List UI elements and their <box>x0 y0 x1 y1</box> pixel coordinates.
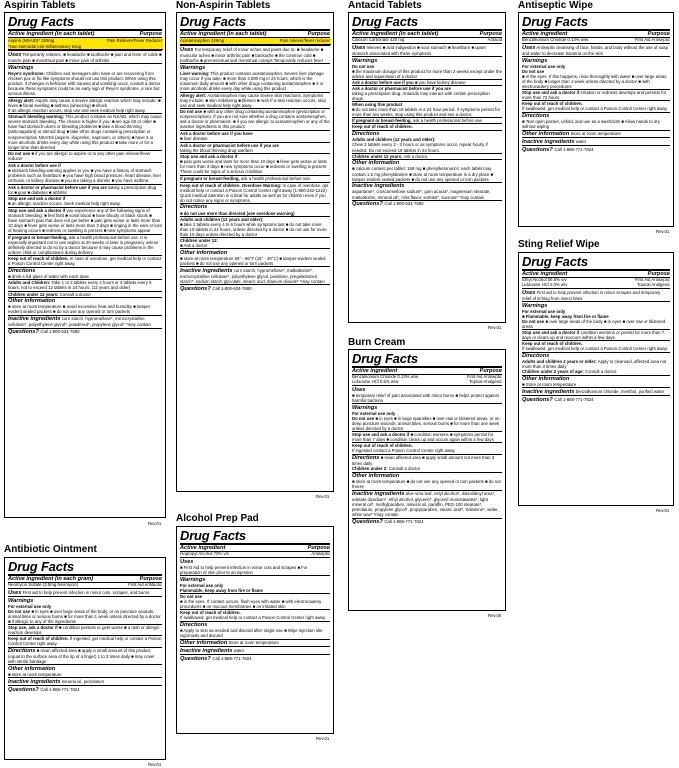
warnings-section: Warnings For external use only Flammable, keep away from fire or flame Do not use ■ in the eyes. If contact occurs, flush eyes with water ■ with electrocautery procedures ■ on mucous membranes ■ on irritated skin Keep out of reach of children. If swallowed, get medical help or contact a Poison Control Center right away. <box>180 575 330 620</box>
antibiotic-drug-facts-panel <box>4 557 166 760</box>
other-info-section: Other information ■ Store at room temperature <box>522 375 670 388</box>
active-ingredient-header: Active ingredient Purpose <box>522 271 670 277</box>
uses-section: Uses First aid to help prevent infection in minor cuts, scrapes, and burns <box>8 588 162 596</box>
drug-facts-heading: Drug Facts <box>180 529 330 545</box>
active-ingredient-row: Isopropyl Alcohol 70% v/v Antiseptic <box>180 551 330 557</box>
other-info-section: Other information ■ store at room temperature ■ avoid excessive heat and humidity ■ tamper evident sealed packets ■ do not use any opened or torn packets <box>8 297 162 315</box>
active-ingredient-header: Active ingredient (in each gram) Purpose <box>8 576 162 582</box>
active-ingredient-header: Active ingredient Purpose <box>522 31 670 37</box>
other-info-section: Other information Store at room temperature <box>522 130 670 138</box>
questions-line: Questions? Call 1-888-771-7824 <box>522 145 670 153</box>
drug-facts-heading: Drug Facts <box>8 560 162 576</box>
warnings-section: Warnings Do not use ■ the maximum dosage of this product for more than 2 weeks except under the advice and supervision of a doctor Ask a doctor before use if you ■ you have kidney disease Ask a doctor or pharmacist before use if you are taking a prescription drug. Antacids may interact with certain prescription drugs. When using this product ■ do not take more than 19 tablets in a 24 hour period. If symptoms persist for more than two weeks, stop using this product and see a doctor. If pregnant or breast-feeding, ask a health professional before use. Keep out of reach of children. <box>352 57 502 130</box>
drug-facts-heading: Drug Facts <box>180 15 330 31</box>
inactive-section: Inactive ingredients corn starch, hypromellose*, maltodextrin*, microcrystalline cellulose*, polyethylene glycol, povidone, pregelatinized starch*, sodium starch glycolate, stearic acid, titanium dioxide* *may contain <box>180 266 330 284</box>
directions-section: Directions ■ drink a full glass of water with each dose Adults and Children: Take 1 or 2 tablets every 4 hours or 3 tablets every 6 hours, not to exceed 12 tablets in 24 hours. (12 years and older) Children under 12 years: Consult a doctor <box>8 267 162 297</box>
antacid-drug-facts-panel <box>348 12 506 323</box>
antibiotic-title: Antibiotic Ointment <box>4 544 97 555</box>
uses-section: Uses Antiseptic cleansing of face, hands, and body without the use of soap and water to decrease bacteria on the skin <box>522 43 670 56</box>
uses-section: Uses First aid to help prevent infection in minor scrapes and temporary relief of itching from insect bites. <box>522 288 670 301</box>
sting-drug-facts-panel <box>518 252 674 506</box>
other-info-section: Other information Store at room temperature <box>180 639 330 647</box>
uses-section: Uses For temporary relief of minor aches and pains due to: ■ headache ■ muscular aches ■ minor arthritic pain ■ backache ■ the common cold ■ toothache ■ premenstrual and menstrual cramps Temporarily reduces fever <box>180 45 330 63</box>
warnings-section: Warnings For external use only ■ Flammable, keep away from fire or flame Do not use ■ over large areas of the body ■ in eyes ■ over raw or blistered areas Stop use and ask a doctor if condition worsens or persist for more than 7 days or clears up and reoccurs within a few days. Keep out of reach of children. If swallowed, get medical help or contact a Poison Control Center right away. <box>522 301 670 351</box>
questions-line: Questions? Call 1-800-634-7680 <box>352 200 502 208</box>
burn-rev: Rev.00 <box>488 613 502 618</box>
directions-section: Directions ■ clean affected area ■ apply a small amount of this product (equal to the surface area of the tip of a finger) 1 to 3 times daily ■ may cover with sterile bandage <box>8 647 162 665</box>
antiseptic-rev: Rev.01 <box>656 229 670 234</box>
inactive-section: Inactive ingredients mineral oil, petrolatum <box>8 677 162 685</box>
active-ingredient-row: Neomycin Sulfate (3.5mg Neomycin) First Aid Antibiotic <box>8 582 162 588</box>
antacid-title: Antacid Tablets <box>348 0 422 11</box>
antiseptic-title: Antiseptic Wipe <box>518 0 593 11</box>
alcohol-rev: Rev.01 <box>316 736 330 741</box>
inactive-section: Inactive ingredients corn starch, hypromellose*, microcrystalline cellulose*, polyethylene glycol*, powdered*, propylene glycol* *may contain <box>8 315 162 328</box>
directions-section: Directions ■ Tear open packet, unfold, and use as a washcloth ■ Allow hands to dry without wiping <box>522 112 670 130</box>
burn-drug-facts-panel <box>348 349 506 611</box>
warnings-section: Warnings For external use only Do not use ■ in the eyes. If this happens, rinse thoroughly with water ■ over large areas of the body ■ longer than 1 week unless directed by a doctor ■ with electrocautery procedures Stop use and ask a doctor if irritation or redness develops and persists for more than 72 hours Keep out of reach of children. If swallowed, get medical help or contact a Poison Control Center right away <box>522 56 670 111</box>
aspirin-rev: Rev.01 <box>148 521 162 526</box>
questions-line: Questions? Call 1-800-634-7680 <box>8 328 162 336</box>
active-ingredient-row-1: Ethyl Alcohol 56.6% v/v First Aid Antiseptic <box>522 277 670 283</box>
uses-section: Uses relieves ■ acid indigestion ■ sour stomach ■ heartburn ■ upset stomach associated with these symptoms <box>352 43 502 56</box>
directions-section: Directions ■ Apply to skin as needed and discard after single use ■ Wipe injection site vigorously and discard <box>180 621 330 639</box>
antibiotic-rev: Rev.01 <box>148 762 162 767</box>
burn-title: Burn Cream <box>348 337 406 348</box>
questions-line: Questions? Call 1-888-771-7824 <box>522 395 670 403</box>
active-ingredient-row-1: Benzalkonium Chloride 0.13% w/w First Aid Antiseptic <box>352 374 502 380</box>
inactive-section: Inactive ingredients water <box>522 137 670 145</box>
aspirin-title: Aspirin Tablets <box>4 0 76 11</box>
antiseptic-drug-facts-panel <box>518 12 674 227</box>
inactive-section: Inactive ingredients water <box>180 646 330 654</box>
active-ingredient-row: Benzalkonium Chloride 0.13% w/w First Aid Antiseptic <box>522 37 670 43</box>
active-ingredient-highlight: Acetaminophen 325mg Pain reliever/fever reducer <box>180 38 331 45</box>
sting-rev: Rev.01 <box>656 508 670 513</box>
uses-section: Uses Temporarily relieves: ■ headache ■ toothache ■ pain and fever of colds ■ muscle pain ■ menstrual pain ■ minor pain of arthritis <box>8 51 162 63</box>
drug-facts-heading: Drug Facts <box>8 15 162 31</box>
active-ingredient-highlight: Aspirin (NSAID)* 325mg Pain Reliever/Fever Reducer *Non-Steroidal Anti-Inflammatory Drug <box>8 37 162 49</box>
warnings-section: Warnings Reye's syndrome: Children and teenagers who have or are recovering from chicken pox or flu-like symptoms should not use this product. When using this product, if changes in behavior with nausea and vomiting occur, consult a doctor because these symptoms could be an early sign of Reye's syndrome, a rare but serious illness. Allergy alert: Aspirin may cause a severe allergic reaction which may include: ■ hives ■ facial swelling ■ asthma (wheezing) ■ shock If an allergic reaction occurs, stop use and seek medical help right away. Stomach bleeding warning: This product contains an NSAID, which may cause severe stomach bleeding. The chance is higher if you: ■ are age 60 or older ■ have had stomach ulcers or bleeding problems ■ take a blood thinning (anticoagulant) or steroid drug ■ take other drugs containing prescription or nonprescription NSAIDs (aspirin, ibuprofen, naproxen, or others) ■ have 3 or more alcoholic drinks every day while using this product ■ take more or for a longer time than directed Do not use ■ if you are allergic to aspirin or to any other pain reliever/fever reducer Ask a doctor before use if ■ stomach bleeding warning applies to you ■ you have a history of stomach problems such as heartburn ■ you have high blood pressure, heart disease, liver cirrhosis, or kidney disease ■ you are taking a diuretic ■ you have asthma Ask a doctor or pharmacist before use if you are taking a prescription drug for ■ gout ■ diabetes ■ arthritis Stop use and ask a doctor if ■ an allergic reaction occurs. Seek medical help right away. Stop use and ask a doctor if you experience any of the following signs of stomach bleeding: ■ feel faint ■ vomit blood ■ have bloody or black stools ■ have stomach pain that does not get better ■ pain gets worse or lasts more than 10 days ■ fever gets worse or lasts more than 3 days ■ ringing in the ears or loss of hearing occurs ■ redness or swelling is present ■ new symptoms appear If pregnant or breast-feeding, ask a health professional before use. It is especially important not to use aspirin at 20 weeks or later in pregnancy unless definitely directed to do so by a doctor because it may cause problems in the unborn child or complications during delivery. Keep out of reach of children. In case of overdose, get medical help or contact a Poison Control Center right away. <box>8 64 162 267</box>
alcohol-drug-facts-panel <box>176 526 334 734</box>
active-ingredient-header: Active ingredient Purpose <box>180 545 330 551</box>
other-info-section: Other information ■ store at room temperature ■ do not use any opened or torn packets ■ do not freeze <box>352 472 501 490</box>
questions-line: Questions? Call 1-888-771-7824 <box>352 518 502 526</box>
other-info-section: Other information ■ store at room temperature 68° - 86°F (15° - 30°C) ■ tamper-evident sealed packets ■ do not use any opened or torn packets <box>180 248 330 266</box>
questions-line: Questions? Call 1-888-771-7824 <box>8 685 162 693</box>
drug-facts-heading: Drug Facts <box>522 255 670 271</box>
nonaspirin-drug-facts-panel <box>176 12 334 492</box>
inactive-section: Inactive ingredients aloe vera leaf, cetyl alcohol*, diazolidinyl urea*, edetate disodium*, ethyl alcohol, glycerin*, glyceryl monostearate*, light mineral oil*, methylparaben, mineral oil, paraffin, PEG-100 stearate*, petrolatum, propylene glycol*, propylparaben, stearic acid*, trolamine*, water, white wax* *may contain <box>352 490 502 518</box>
warnings-section: Warnings For external use only Do not use ■ in eyes ■ in large quantities ■ over raw or blistered areas, or on deep puncture wounds, animal bites, serious burns ■ for more than one week unless directed by a doctor Stop use and ask a doctor if ■ condition worsens ■ symptoms persist for more than 7 days ■ condition clears up and occurs again within a few days Keep out of reach of children. If ingested contact a Poison Control Center right away. <box>352 403 502 453</box>
directions-section: Directions Adults and children 2 years or older: Apply to cleansed, affected area not more than 3 times daily Children under 2 years of age: Consult a doctor. <box>522 352 670 375</box>
other-info-section: Other information ■ store at room temperature <box>8 664 162 677</box>
questions-line: Questions? Call 1-800-634-7680 <box>180 284 330 292</box>
nonaspirin-rev: Rev.01 <box>316 494 330 499</box>
active-ingredient-header: Active ingredient (in each tablet) Purpose <box>180 31 330 37</box>
aspirin-drug-facts-panel <box>4 12 166 518</box>
warnings-section: Warnings Liver warning: This product contains acetaminophen. Severe liver damage may occur if you take: ■ more than 4,000 mg in 24 hours, which is the maximum daily amount ■ with other drugs containing acetaminophen ■ 3 or more alcoholic drinks every day while using this product Allergy alert: Acetaminophen may cause severe skin reactions. Symptoms may include: ■ skin reddening ■ blisters ■ rash If a skin reaction occurs, stop use and seek medical help right away. Do not use ■ with any other drug containing acetaminophen (prescription or nonprescription). If you are not sure whether a drug contains acetaminophen, ask a doctor or pharmacist. ■ if you are allergic to acetaminophen or any of the inactive ingredients in this product Ask a doctor before use if you have ■ liver disease Ask a doctor or pharmacist before use if you are taking the blood thinning drug warfarin Stop use and ask a doctor if ■ pain gets worse and lasts for more than 10 days ■ fever gets worse or lasts for more than 3 days ■ new symptoms occur ■ redness or swelling is present These could be signs of a serious condition If pregnant or breast-feeding, ask a health professional before use. Keep out of reach of children. Overdose Warning: In case of overdose, get medical help or contact a Poison Control Center right away (1-800-222-1222) Quick medical attention is critical for adults as well as for children even if you do not notice any signs or symptoms. <box>180 64 330 203</box>
alcohol-title: Alcohol Prep Pad <box>176 513 259 524</box>
active-ingredient-header: Active ingredient (in each tablet) Purpose <box>352 31 502 37</box>
drug-facts-heading: Drug Facts <box>522 15 670 31</box>
inactive-section: Inactive ingredients aspartame*, croscarmellose sodium*, gum acacia*, magnesium stearate, maltodextrin, mineral oil*, mint flavor, sorbitol*, sucrose* *may contain <box>352 182 502 200</box>
drug-facts-heading: Drug Facts <box>352 15 502 31</box>
active-ingredient-header: Active ingredient (in each tablet) Purpose <box>8 31 162 37</box>
questions-line: Questions? Call 1-888-771-7824 <box>180 654 330 662</box>
warnings-section: Warnings For external use only Do not use ■ in eyes ■ over large areas of the body, or on puncture wounds, animal bites or serious burns ■ for more than 1 week unless directed by a doctor ■ if allergic to any of the ingredients Stop use, ask a doctor if ■ condition persists or gets worse ■ a rash or allergic reaction develops Keep out of reach of children. If ingested, get medical help or contact a Poison Control Center right away. <box>8 597 162 647</box>
active-ingredient-row: Calcium Carbonate 420 mg Antacid <box>352 37 502 43</box>
directions-section: Directions ■ do not use more than directed (see overdose warning) Adults and children (12 years and older): ■ take 2 tablets every 4 to 6 hours while symptoms last ■ do not take more than 10 tablets in 24 hours, unless directed by a doctor ■ do not use for more than 10 days unless directed by a doctor Children under 12: ■ Ask a doctor <box>180 203 330 248</box>
directions-section: Directions Adults and children (12 years and older): Chew 2 tablets every 2 - 3 hours or as symptoms occur, repeat hourly if needed. Do not exceed 19 tablets in 24 hours. Children under 12 years: Ask a doctor <box>352 130 502 159</box>
sting-title: Sting Relief Wipe <box>518 239 600 250</box>
active-ingredient-row-2: Lidocaine HCl 2.0% w/v Topical Analgesic <box>522 282 670 288</box>
active-ingredient-row-2: Lidocaine HCl 0.5% w/w Topical Analgesic <box>352 379 502 385</box>
directions-section: Directions ■ clean affected area ■ apply small amount not more than 3 times daily Children under 2: Consult a doctor <box>352 454 502 472</box>
antacid-rev: Rev.01 <box>488 325 502 330</box>
active-ingredient-header: Active ingredient Purpose <box>352 368 502 374</box>
nonaspirin-title: Non-Aspirin Tablets <box>176 0 271 11</box>
drug-facts-heading: Drug Facts <box>352 352 502 368</box>
other-info-section: Other information ■ calcium content per tablet: 168 mg ■ phenylketonurics: each tablet may contain 1.5 mg phenylalanine ■ store at room temperature in a dry place ■ tamper evident sealed packets ■ do not use any opened or torn packets <box>352 159 502 182</box>
uses-section: Uses ■ First Aid to help prevent infection in minor cuts and scrapes ■ For preparation of skin prior to an injection <box>180 557 330 575</box>
uses-section: Uses ■ temporary relief of pain associated with minor burns ■ helps protect against harmful bacteria <box>352 385 502 403</box>
inactive-section: Inactive ingredients benzalkonium chloride, menthol, purified water <box>522 387 670 395</box>
